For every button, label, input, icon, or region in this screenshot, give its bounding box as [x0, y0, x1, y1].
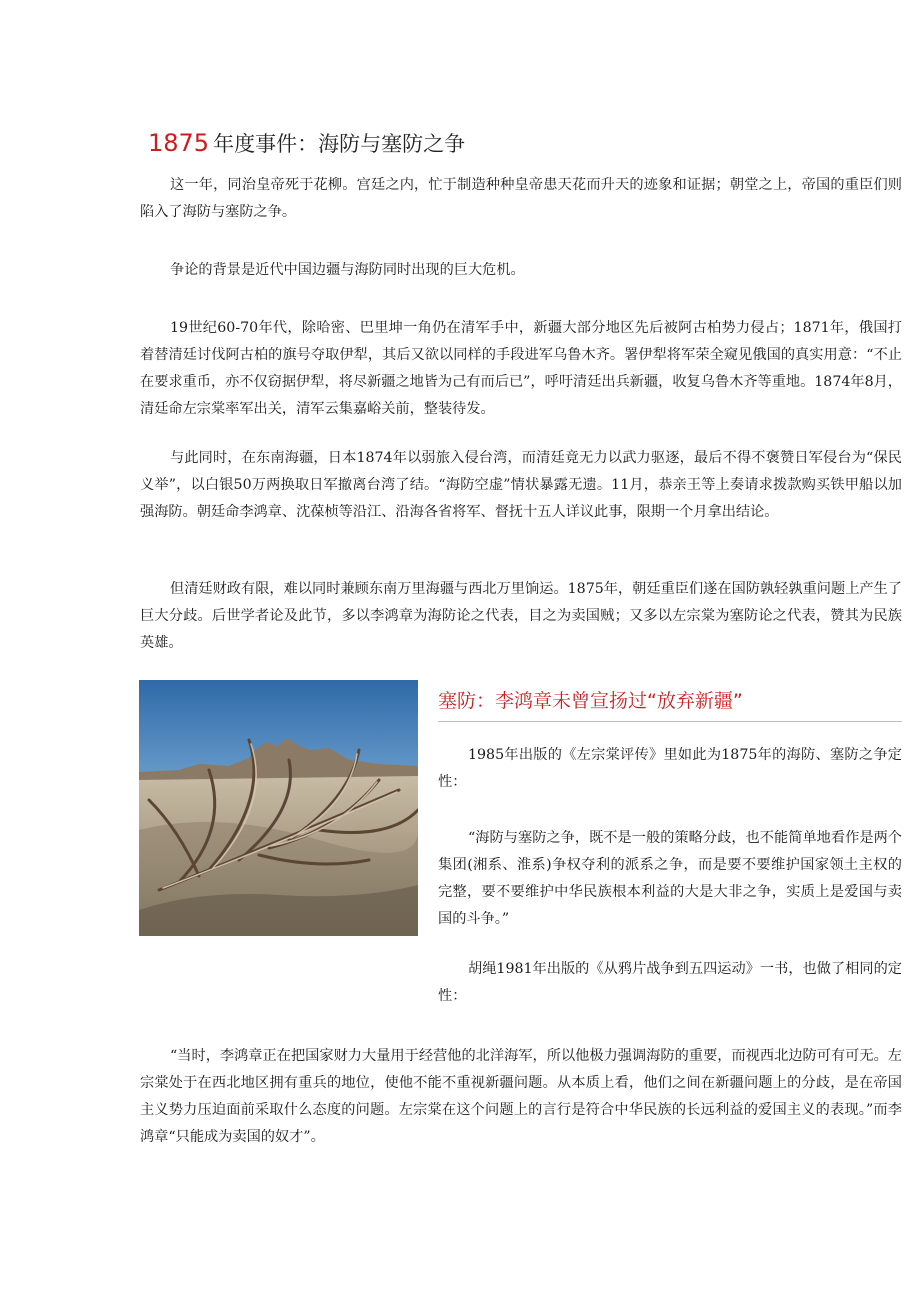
paragraph-2: 争论的背景是近代中国边疆与海防同时出现的巨大危机。 — [170, 262, 525, 278]
section-heading: 塞防：李鸿章未曾宣扬过“放弃新疆” — [438, 690, 743, 712]
title-year: 1875 — [148, 129, 210, 157]
section-quote-1: “海防与塞防之争，既不是一般的策略分歧，也不能简单地看作是两个集团(湘系、淮系)争权夺利的派系之争，而是要不要维护国家领土主权的完整，要不要维护中华民族根本利益的大是大非之争，实质上是爱国与卖国的斗争。” — [438, 830, 902, 927]
page-title — [148, 128, 465, 158]
desert-driftwood-photo — [139, 680, 418, 936]
section-quote-2: “当时，李鸿章正在把国家财力大量用于经营他的北洋海军，所以他极力强调海防的重要，而视西北边防可有可无。左宗棠处于在西北地区拥有重兵的地位，使他不能不重视新疆问题。从本质上看，他们之间在新疆问题上的分歧，是在帝国主义势力压迫面前采取什么态度的问题。左宗棠在这个问题上的言行是符合中华民族的长远利益的爱国主义的表现。”而李鸿章“只能成为卖国的奴才”。 — [140, 1048, 902, 1145]
section-divider — [438, 721, 902, 722]
paragraph-5: 但清廷财政有限，难以同时兼顾东南万里海疆与西北万里饷运。1875年，朝廷重臣们遂在国防孰轻孰重问题上产生了巨大分歧。后世学者论及此节，多以李鸿章为海防论之代表，目之为卖国贼；又多以左宗棠为塞防论之代表，赞其为民族英雄。 — [140, 581, 902, 651]
paragraph-1: 这一年，同治皇帝死于花柳。宫廷之内，忙于制造种种皇帝患天花而升天的迹象和证据；朝堂之上，帝国的重臣们则陷入了海防与塞防之争。 — [140, 177, 902, 220]
paragraph-4: 与此同时，在东南海疆，日本1874年以弱旅入侵台湾，而清廷竟无力以武力驱逐，最后不得不褒赞日军侵台为“保民义举”，以白银50万两换取日军撤离台湾了结。“海防空虚”情状暴露无遗。11月，恭亲王等上奏请求拨款购买铁甲船以加强海防。朝廷命李鸿章、沈葆桢等沿江、沿海各省将军、督抚十五人详议此事，限期一个月拿出结论。 — [140, 450, 902, 520]
section-paragraph-2: 胡绳1981年出版的《从鸦片战争到五四运动》一书，也做了相同的定性： — [438, 961, 902, 1004]
title-text: 年度事件：海防与塞防之争 — [213, 132, 466, 156]
paragraph-3: 19世纪60-70年代，除哈密、巴里坤一角仍在清军手中，新疆大部分地区先后被阿古柏势力侵占；1871年，俄国打着替清廷讨伐阿古柏的旗号夺取伊犁，其后又欲以同样的手段进军乌鲁木齐。署伊犁将军荣全窥见俄国的真实用意：“不止在要求重币，亦不仅窃据伊犁，将尽新疆之地皆为己有而后已”，呼吁清廷出兵新疆，收复乌鲁木齐等重地。1874年8月，清廷命左宗棠率军出关，清军云集嘉峪关前，整装待发。 — [140, 320, 902, 417]
section-paragraph-1: 1985年出版的《左宗棠评传》里如此为1875年的海防、塞防之争定性： — [438, 747, 902, 790]
